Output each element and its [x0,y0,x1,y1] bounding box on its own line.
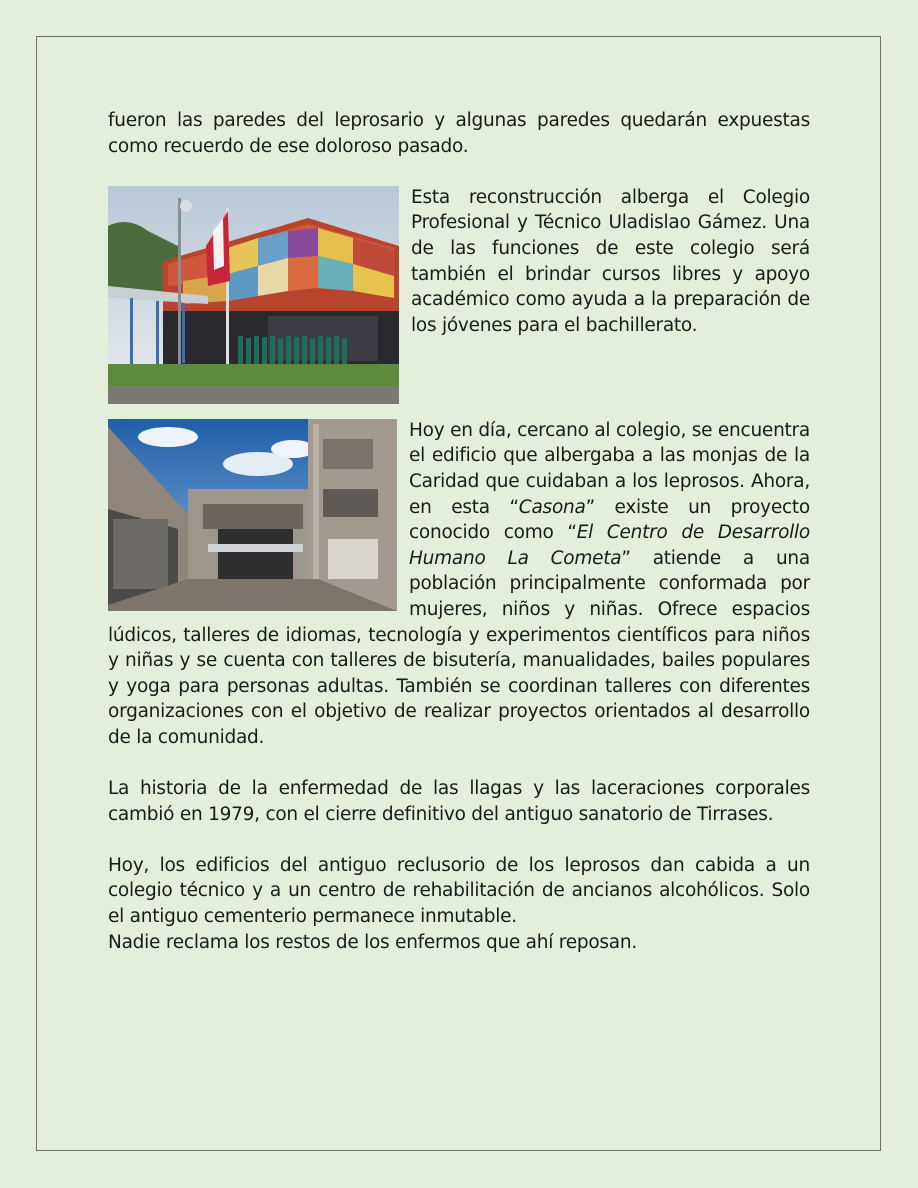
casona-italic: Casona [518,496,586,518]
paragraph-1: fueron las paredes del leprosario y algunas paredes quedarán expuestas como recuerdo de ese doloroso pasado. [108,110,810,157]
paragraph-3-text: ” atiende a una población principalmente conformada por mujeres, niños y niñas. Ofrece espacios lúdicos, talleres de idiomas, tecnología y experimentos científicos para niños y niñas y se cuenta con talleres de bisutería, manualidades, bailes populares y yoga para personas adultas. También se coordinan talleres con diferentes organizaciones con el objetivo de realizar proyectos orientados al desarrollo de la comunidad. [108,547,810,748]
paragraph-5-closing: Nadie reclama los restos de los enfermos que ahí reposan. [108,931,637,953]
courtyard-building-photo [108,419,397,611]
school-building-photo [108,186,399,404]
document-body [108,108,810,955]
paragraph-5: Hoy, los edificios del antiguo reclusorio de los leprosos dan cabida a un colegio técnico y a un centro de rehabilitación de ancianos alcohólicos. Solo el antiguo cementerio permanece inmutable. [108,854,810,928]
paragraph-3-text: Hoy en día, cercano al colegio, se encuentra el edificio que albergaba a las monjas de la Caridad que cuidaban a los leprosos. Ahora, en esta “ [409,419,810,518]
paragraph-3-text: ” existe un proyecto conocido como “ [409,496,810,544]
paragraph-4: La historia de la enfermedad de las llagas y las laceraciones corporales cambió en 1979, con el cierre definitivo del antiguo sanatorio de Tirrases. [108,778,810,825]
centro-name-italic: El Centro de Desarrollo Humano La Cometa [409,522,810,569]
paragraph-2: Esta reconstrucción alberga el Colegio Profesional y Técnico Uladislao Gámez. Una de las funciones de este colegio será también el brindar cursos libres y apoyo académico como ayuda a la preparación de los jóvenes para el bachillerato. [411,186,810,336]
